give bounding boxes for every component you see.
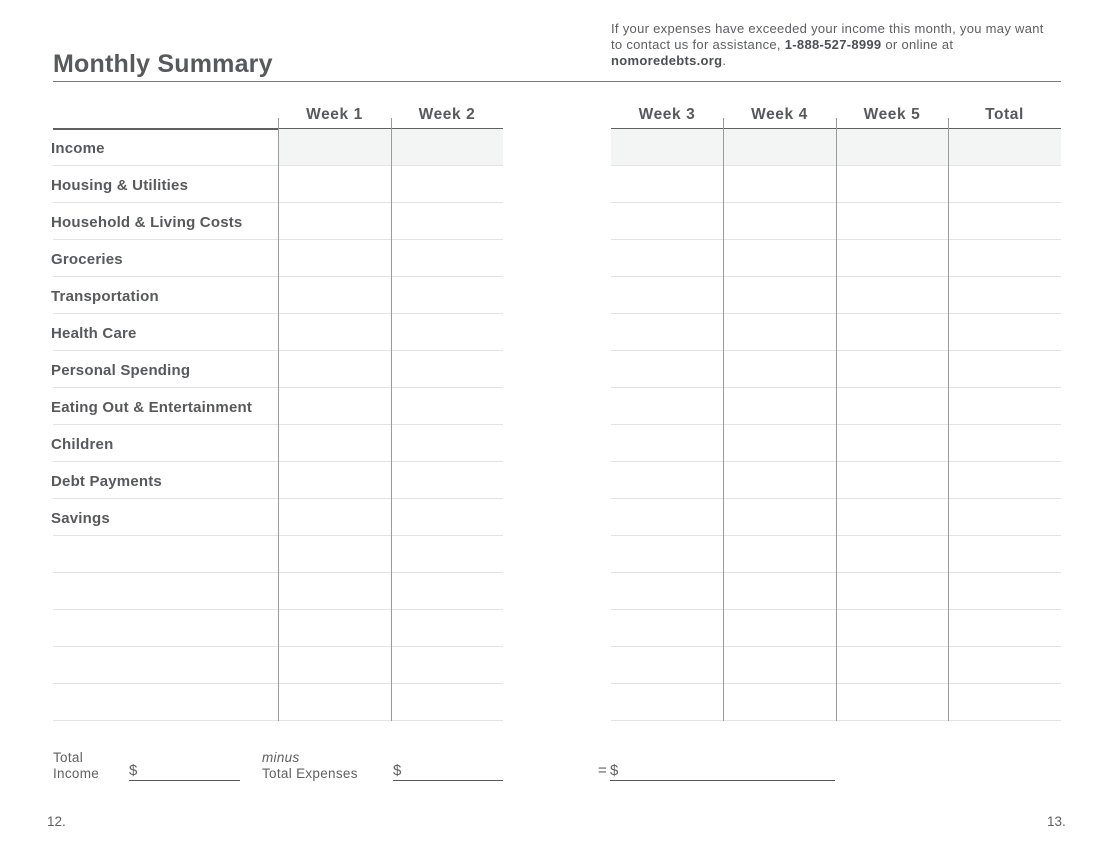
total-expenses-label [262, 750, 358, 782]
row-label: Personal Spending [51, 362, 191, 379]
total-income-label-line1: Total [53, 750, 84, 765]
row-label: Transportation [51, 288, 159, 305]
total-expenses-field[interactable] [393, 780, 503, 781]
notice-text: If your expenses have exceeded your income this month, you may want to contact us for assistance, [611, 21, 1044, 52]
minus-label: minus [262, 750, 300, 765]
page-number-right: 13. [1047, 814, 1066, 829]
column-header-week-5: Week 5 [863, 106, 921, 123]
column-header-week-2: Week 2 [418, 106, 476, 123]
phone-number: 1-888-527-8999 [784, 37, 882, 52]
column-header-week-3: Week 3 [638, 106, 696, 123]
column-header-week-4: Week 4 [751, 106, 808, 123]
total-expenses-dollar: $ [393, 762, 402, 779]
equals-sign: = [598, 762, 608, 779]
row-label: Health Care [51, 325, 137, 342]
row-label: Groceries [51, 251, 123, 268]
row-label: Savings [51, 510, 110, 527]
column-divider [948, 118, 949, 721]
notice-text-middle: or online at [881, 37, 954, 52]
page-number-left: 12. [47, 814, 66, 829]
total-income-field[interactable] [129, 780, 240, 781]
column-header-total: Total [985, 106, 1024, 123]
row-label: Debt Payments [51, 473, 162, 490]
row-label: Housing & Utilities [51, 177, 189, 194]
budget-table-left [53, 96, 503, 721]
row-label: Children [51, 436, 114, 453]
notice-period: . [722, 53, 727, 68]
row-label: Household & Living Costs [51, 214, 243, 231]
net-result-field[interactable] [610, 780, 835, 781]
budget-table-right [611, 96, 1061, 721]
result-dollar: $ [610, 762, 619, 779]
total-expenses-text: Total Expenses [262, 766, 358, 781]
website-link[interactable]: nomoredebts.org [611, 53, 723, 68]
column-header-week-1: Week 1 [306, 106, 363, 123]
title-divider [53, 81, 1061, 82]
page-title: Monthly Summary [53, 50, 273, 78]
column-divider [278, 118, 279, 721]
total-income-label [53, 750, 99, 782]
column-divider [836, 118, 837, 721]
assistance-notice [611, 21, 1051, 69]
row-label: Eating Out & Entertainment [51, 399, 253, 416]
total-income-dollar: $ [129, 762, 138, 779]
total-income-label-line2: Income [53, 766, 100, 781]
column-divider [723, 118, 724, 721]
row-label: Income [51, 140, 105, 157]
column-divider [391, 118, 392, 721]
